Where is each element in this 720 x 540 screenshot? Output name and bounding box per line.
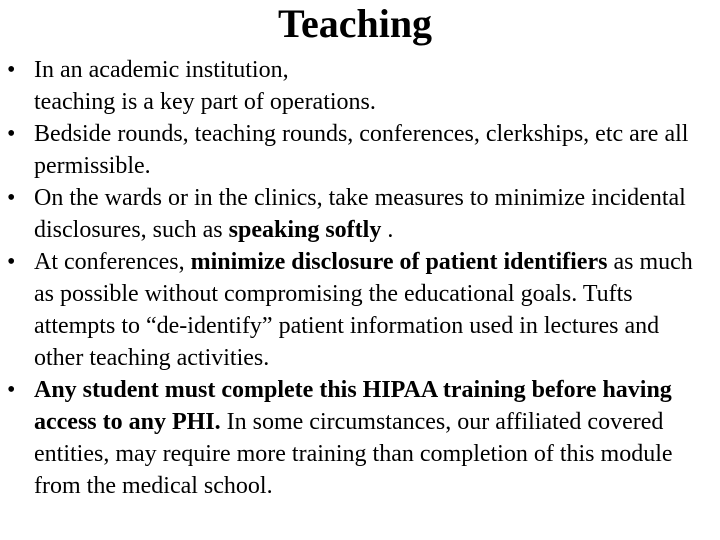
bullet-3-text-c: . [381,217,394,243]
bullet-4-text-c: as much as possible without compromising the educational goals. Tufts attempts to “de-identify” patient information used in lectures and other teaching activities. [34,249,693,371]
bullet-2-text: Bedside rounds, teaching rounds, conferences, clerkships, etc are all permissible. [34,121,689,179]
bullet-dot-icon: • [7,377,16,403]
bullet-dot-icon: • [7,249,16,275]
bullet-5-text-b: In some circumstances, our affiliated covered entities, may require more training than completion of this module from the medical school. [34,409,673,499]
bullet-item-2 [0,118,712,182]
bullet-1-text-b: teaching is a key part of operations. [34,89,376,115]
slide-title: Teaching [277,1,433,46]
bullet-3-text-a: On the wards or in the clinics, take measures to minimize incidental disclosures, such as [34,185,686,243]
bullet-item-3 [0,182,712,246]
bullet-4-text-a: At conferences, [34,249,191,275]
bullet-list [0,54,712,502]
bullet-item-5 [0,374,712,502]
bullet-4-emphasis: minimize disclosure of patient identifiers [190,249,608,275]
bullet-1-text-a: In an academic institution, [34,57,289,83]
bullet-dot-icon: • [7,121,16,147]
bullet-3-emphasis: speaking softly [228,217,382,243]
bullet-item-4 [0,246,712,374]
bullet-item-1 [0,54,712,118]
bullet-dot-icon: • [7,57,16,83]
bullet-5-emphasis: Any student must complete this HIPAA training before having access to any PHI. [34,377,672,435]
bullet-dot-icon: • [7,185,16,211]
